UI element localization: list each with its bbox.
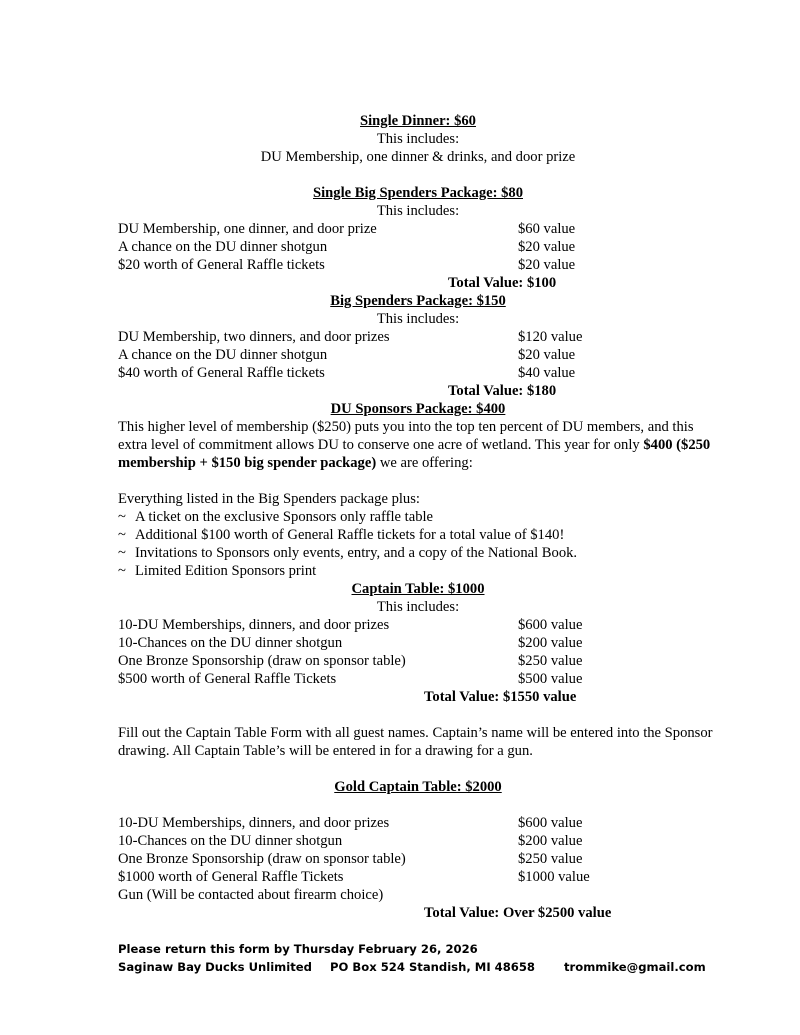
package-item-row xyxy=(118,652,718,670)
single-dinner-line: DU Membership, one dinner & drinks, and door prize xyxy=(260,149,576,165)
item-description: One Bronze Sponsorship (draw on sponsor table) xyxy=(118,851,406,867)
list-item xyxy=(118,508,718,526)
item-value: $20 value xyxy=(518,347,576,363)
package-item-row xyxy=(118,814,718,832)
tilde-bullet-icon: ~ xyxy=(118,509,126,525)
item-value: $600 value xyxy=(518,617,583,633)
item-description: Gun (Will be contacted about firearm choice) xyxy=(118,887,384,903)
item-description: $1000 worth of General Raffle Tickets xyxy=(118,869,344,885)
mailing-address: PO Box 524 Standish, MI 48658 xyxy=(330,960,536,974)
list-item-text: Additional $100 worth of General Raffle tickets for a total value of $140! xyxy=(135,527,565,543)
item-description: 10-DU Memberships, dinners, and door prizes xyxy=(118,617,390,633)
item-description: A chance on the DU dinner shotgun xyxy=(118,347,328,363)
package-item-row xyxy=(118,220,718,238)
item-value: $20 value xyxy=(518,257,576,273)
footer xyxy=(118,940,718,976)
single-big-spenders-title: Single Big Spenders Package: $80 xyxy=(313,185,523,201)
sponsors-benefit-list xyxy=(118,508,718,580)
package-item-row xyxy=(118,328,718,346)
item-value: $200 value xyxy=(518,635,583,651)
sponsors-paragraph xyxy=(118,418,718,472)
item-value: $60 value xyxy=(518,221,576,237)
gold-captain-table-title: Gold Captain Table: $2000 xyxy=(334,779,502,795)
single-big-spenders-total: Total Value: $100 xyxy=(448,275,557,291)
item-description: $500 worth of General Raffle Tickets xyxy=(118,671,337,687)
package-item-row xyxy=(118,868,718,886)
list-item-text: Invitations to Sponsors only events, entry, and a copy of the National Book. xyxy=(135,545,578,561)
contact-line xyxy=(118,958,718,976)
package-item-row xyxy=(118,850,718,868)
package-item-row xyxy=(118,670,718,688)
item-value: $1000 value xyxy=(518,869,590,885)
captain-table-note: Fill out the Captain Table Form with all guest names. Captain’s name will be entered into the Sponsor drawing. All Captain Table’s will be entered in for a drawing for a gun. xyxy=(118,725,713,759)
item-description: $40 worth of General Raffle tickets xyxy=(118,365,325,381)
item-value: $20 value xyxy=(518,239,576,255)
captain-table-title: Captain Table: $1000 xyxy=(351,581,485,597)
package-item-row xyxy=(118,832,718,850)
single-big-spenders-includes: This includes: xyxy=(376,203,460,219)
item-value: $250 value xyxy=(518,653,583,669)
package-item-row xyxy=(118,346,718,364)
package-item-row xyxy=(118,634,718,652)
sponsors-paragraph-end: we are offering: xyxy=(376,455,473,471)
big-spenders-title: Big Spenders Package: $150 xyxy=(330,293,506,309)
tilde-bullet-icon: ~ xyxy=(118,563,126,579)
package-item-row xyxy=(118,256,718,274)
tilde-bullet-icon: ~ xyxy=(118,545,126,561)
item-description: DU Membership, two dinners, and door prizes xyxy=(118,329,390,345)
list-item-text: Limited Edition Sponsors print xyxy=(135,563,317,579)
big-spenders-includes: This includes: xyxy=(376,311,460,327)
document-body xyxy=(118,112,718,922)
contact-email: trommike@gmail.com xyxy=(564,960,706,974)
package-item-row xyxy=(118,238,718,256)
item-description: One Bronze Sponsorship (draw on sponsor table) xyxy=(118,653,406,669)
list-item xyxy=(118,562,718,580)
item-description: A chance on the DU dinner shotgun xyxy=(118,239,328,255)
item-value: $40 value xyxy=(518,365,576,381)
sponsors-intro: Everything listed in the Big Spenders package plus: xyxy=(118,491,420,507)
captain-table-includes: This includes: xyxy=(376,599,460,615)
big-spenders-total: Total Value: $180 xyxy=(448,383,557,399)
item-description: 10-Chances on the DU dinner shotgun xyxy=(118,833,343,849)
item-value: $200 value xyxy=(518,833,583,849)
package-item-row xyxy=(118,886,718,904)
item-description: $20 worth of General Raffle tickets xyxy=(118,257,325,273)
sponsors-title: DU Sponsors Package: $400 xyxy=(330,401,506,417)
list-item-text: A ticket on the exclusive Sponsors only raffle table xyxy=(135,509,434,525)
item-description: DU Membership, one dinner, and door prize xyxy=(118,221,377,237)
list-item xyxy=(118,526,718,544)
item-description: 10-DU Memberships, dinners, and door prizes xyxy=(118,815,390,831)
sponsors-price-bold: $400 ($250 membership + $150 big spender package) xyxy=(118,437,711,471)
single-dinner-includes: This includes: xyxy=(376,131,460,147)
item-value: $120 value xyxy=(518,329,583,345)
item-value: $600 value xyxy=(518,815,583,831)
single-dinner-title: Single Dinner: $60 xyxy=(360,113,476,129)
captain-table-total: Total Value: $1550 value xyxy=(424,689,577,705)
tilde-bullet-icon: ~ xyxy=(118,527,126,543)
org-name: Saginaw Bay Ducks Unlimited xyxy=(118,960,312,974)
package-item-row xyxy=(118,616,718,634)
item-description: 10-Chances on the DU dinner shotgun xyxy=(118,635,343,651)
item-value: $250 value xyxy=(518,851,583,867)
item-value: $500 value xyxy=(518,671,583,687)
return-deadline: Please return this form by Thursday February 26, 2026 xyxy=(118,942,478,956)
package-item-row xyxy=(118,364,718,382)
gold-captain-table-total: Total Value: Over $2500 value xyxy=(424,905,612,921)
list-item xyxy=(118,544,718,562)
sponsors-paragraph-text: This higher level of membership ($250) puts you into the top ten percent of DU members, and this extra level of commitment allows DU to conserve one acre of wetland. This year for only xyxy=(118,419,694,453)
